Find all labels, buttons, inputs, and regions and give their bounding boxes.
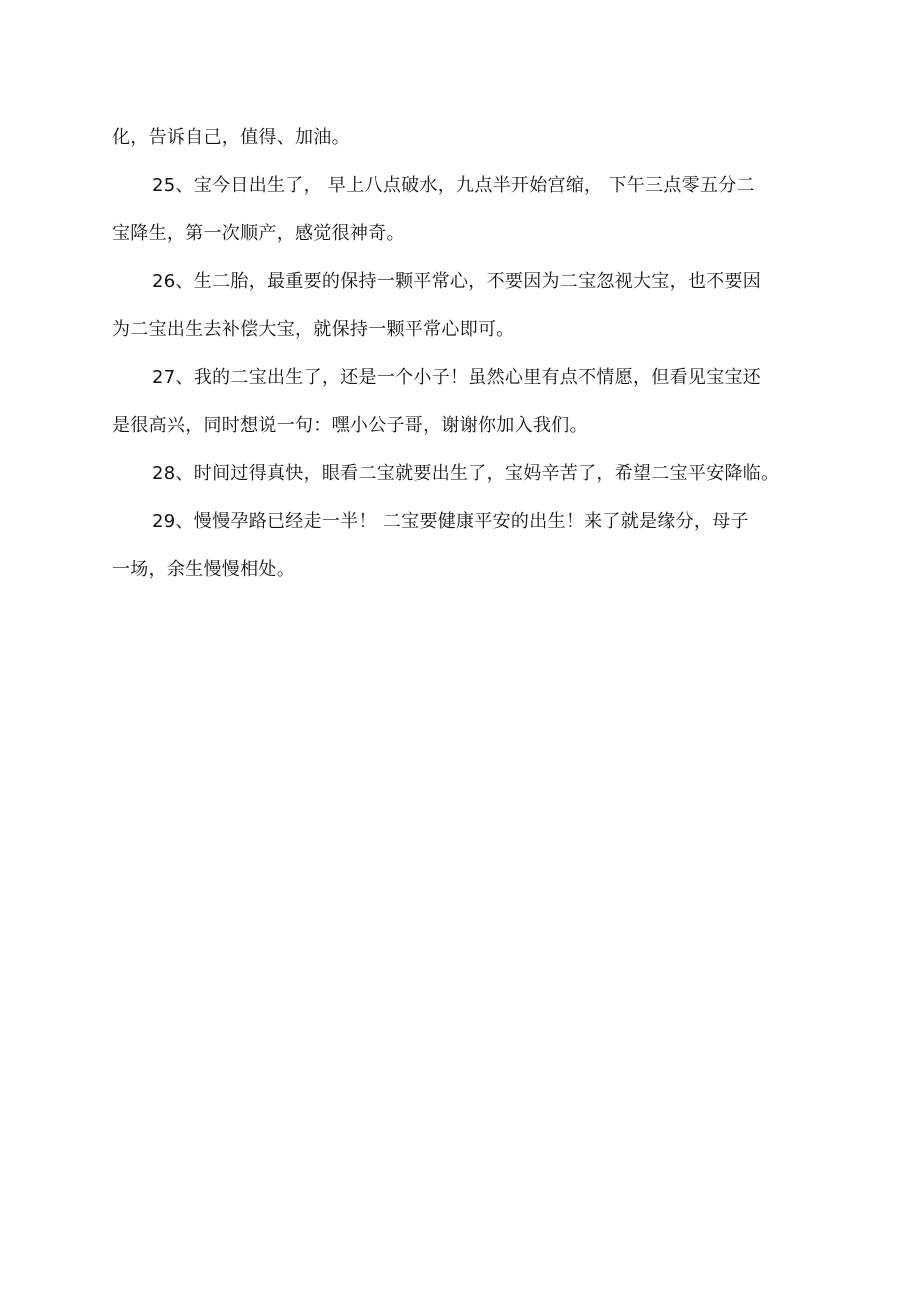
text-line: 是很高兴，同时想说一句：嘿小公子哥，谢谢你加入我们。 (112, 415, 588, 436)
paragraph-item-28 (112, 450, 812, 498)
text-line: 宝降生，第一次顺产，感觉很神奇。 (112, 223, 405, 244)
text-line: 25、宝今日出生了， 早上八点破水，九点半开始宫缩， 下午三点零五分二 (152, 175, 755, 196)
text-line: 化，告诉自己，值得、加油。 (112, 127, 350, 148)
text-line: 28、时间过得真快，眼看二宝就要出生了，宝妈辛苦了，希望二宝平安降临。 (152, 463, 780, 484)
document-body (112, 114, 812, 594)
text-line: 29、慢慢孕路已经走一半！ 二宝要健康平安的出生！来了就是缘分，母子 (152, 511, 749, 532)
text-line: 为二宝出生去补偿大宝，就保持一颗平常心即可。 (112, 319, 515, 340)
text-line: 27、我的二宝出生了，还是一个小子！虽然心里有点不情愿，但看见宝宝还 (152, 367, 762, 388)
paragraph-item-26 (112, 258, 812, 354)
paragraph-item-25 (112, 162, 812, 258)
paragraph-item-29 (112, 498, 812, 594)
paragraph-item-27 (112, 354, 812, 450)
text-line: 一场，余生慢慢相处。 (112, 559, 295, 580)
text-line: 26、生二胎，最重要的保持一颗平常心，不要因为二宝忽视大宝，也不要因 (152, 271, 762, 292)
paragraph-continuation (112, 114, 812, 162)
